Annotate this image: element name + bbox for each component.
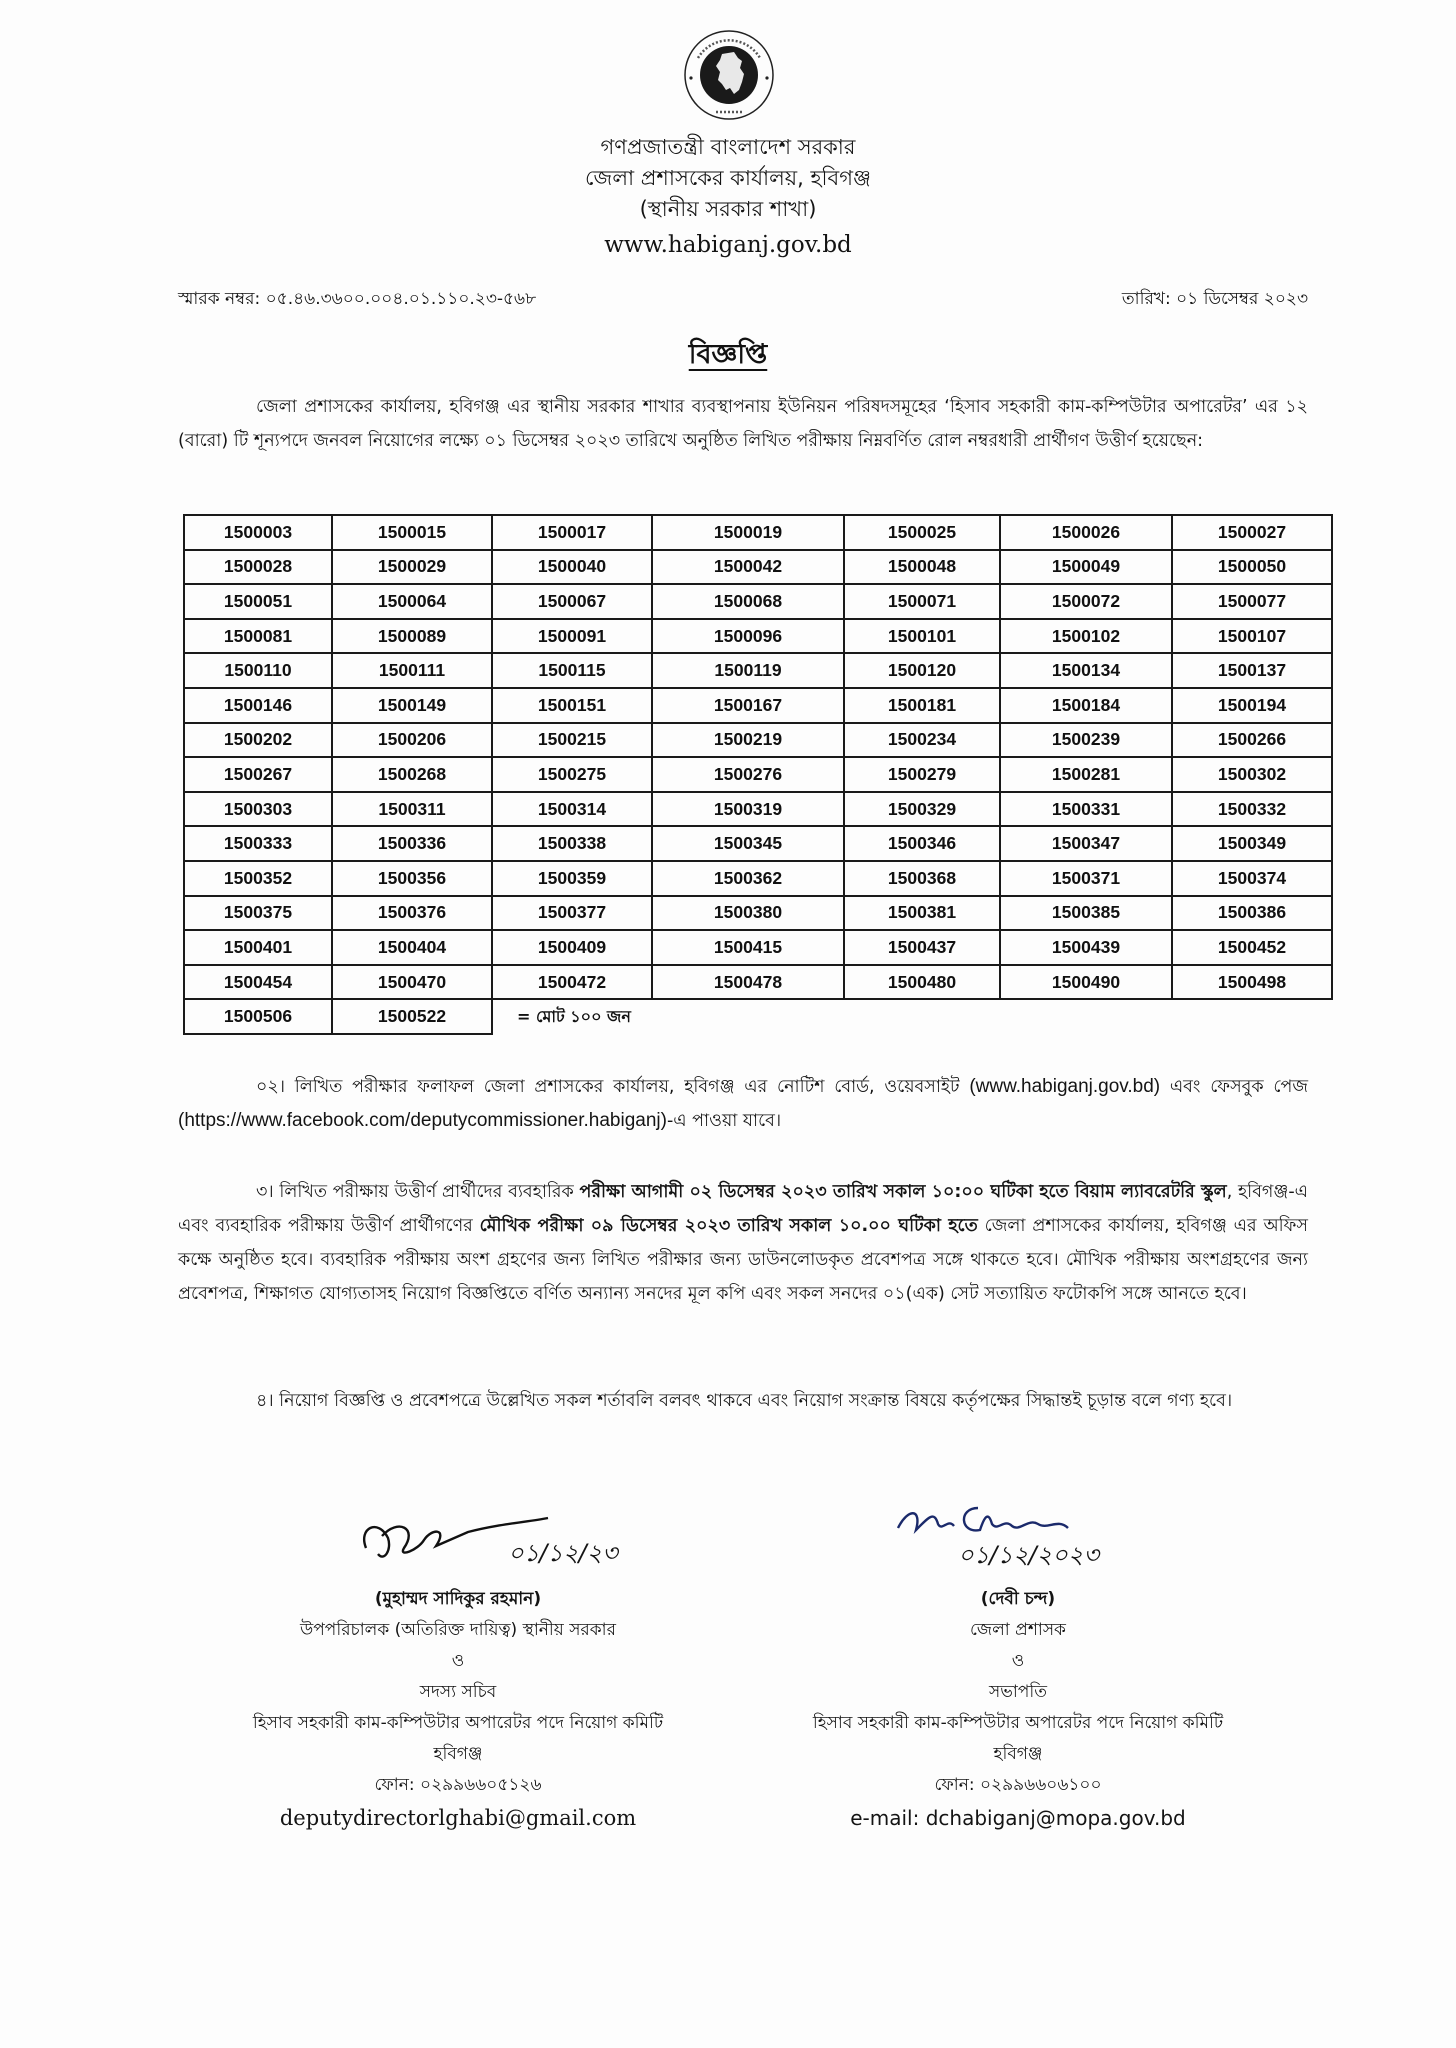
roll-number-cell: 1500151 (492, 688, 652, 723)
roll-number-cell: 1500077 (1172, 584, 1332, 619)
roll-number-cell: 1500048 (844, 550, 1000, 585)
roll-number-cell: 1500101 (844, 619, 1000, 654)
p4-text: ৪। নিয়োগ বিজ্ঞপ্তি ও প্রবেশপত্রে উল্লেখিত সকল শর্তাবলি বলবৎ থাকবে এবং নিয়োগ সংক্রান্ত বিষয়ে কর্তৃপক্ষের সিদ্ধান্তই চূড়ান্ত বলে গণ্য হবে। (256, 1391, 1233, 1411)
roll-number-cell: 1500146 (184, 688, 332, 723)
roll-number-cell: 1500239 (1000, 723, 1172, 758)
signatory-chairman (738, 1488, 1298, 1835)
roll-number-cell: 1500276 (652, 757, 844, 792)
signatory-role: সভাপতি (989, 1682, 1047, 1702)
table-row (184, 653, 1332, 688)
p2-suffix: -এ পাওয়া যাবে। (666, 1111, 782, 1131)
roll-number-cell: 1500050 (1172, 550, 1332, 585)
roll-number-cell: 1500415 (652, 930, 844, 965)
p2-website-link[interactable]: (www.habiganj.gov.bd) (969, 1076, 1161, 1097)
roll-number-cell: 1500375 (184, 896, 332, 931)
roll-number-cell: 1500111 (332, 653, 492, 688)
signatory-place: হবিগঞ্জ (993, 1744, 1043, 1764)
notice-title-text: বিজ্ঞপ্তি (688, 339, 768, 370)
roll-number-cell: 1500404 (332, 930, 492, 965)
roll-number-cell: 1500115 (492, 653, 652, 688)
roll-number-cell: 1500374 (1172, 861, 1332, 896)
roll-number-cell: 1500345 (652, 826, 844, 861)
signatory-title: উপপরিচালক (অতিরিক্ত দায়িত্ব) স্থানীয় সরকার (300, 1620, 616, 1640)
signatory-committee: হিসাব সহকারী কাম-কম্পিউটার অপারেটর পদে নিয়োগ কমিটি (252, 1713, 664, 1733)
roll-number-cell: 1500025 (844, 515, 1000, 550)
p2-facebook-link[interactable]: (https://www.facebook.com/deputycommissioner.habiganj) (178, 1110, 667, 1131)
roll-number-cell: 1500347 (1000, 826, 1172, 861)
table-row (184, 619, 1332, 654)
handwritten-signature-icon (738, 1488, 1298, 1584)
roll-number-cell: 1500029 (332, 550, 492, 585)
roll-number-cell: 1500319 (652, 792, 844, 827)
table-row (184, 550, 1332, 585)
paragraph-3 (178, 1175, 1308, 1311)
signatory-email[interactable]: deputydirectorlghabi@gmail.com (279, 1806, 637, 1830)
roll-number-cell: 1500181 (844, 688, 1000, 723)
p2-mid: এবং ফেসবুক পেজ (1160, 1077, 1308, 1097)
roll-number-cell: 1500194 (1172, 688, 1332, 723)
roll-number-cell: 1500091 (492, 619, 652, 654)
memo-date: তারিখ: ০১ ডিসেম্বর ২০২৩ (1121, 289, 1308, 309)
roll-number-cell: 1500381 (844, 896, 1000, 931)
roll-number-cell: 1500102 (1000, 619, 1172, 654)
roll-number-cell: 1500506 (184, 999, 332, 1034)
roll-number-cell: 1500027 (1172, 515, 1332, 550)
roll-number-cell: 1500329 (844, 792, 1000, 827)
signatory-committee: হিসাব সহকারী কাম-কম্পিউটার অপারেটর পদে নিয়োগ কমিটি (812, 1713, 1224, 1733)
roll-number-cell: 1500356 (332, 861, 492, 896)
signatory-conjunction: ও (451, 1651, 465, 1671)
memo-number: স্মারক নম্বর: ০৫.৪৬.৩৬০০.০০৪.০১.১১০.২৩-৫৬৮ (178, 289, 537, 309)
roll-number-cell: 1500311 (332, 792, 492, 827)
roll-number-cell: 1500040 (492, 550, 652, 585)
roll-number-cell: 1500303 (184, 792, 332, 827)
roll-number-cell: 1500042 (652, 550, 844, 585)
roll-number-cell: 1500439 (1000, 930, 1172, 965)
roll-number-cell: 1500234 (844, 723, 1000, 758)
roll-number-cell: 1500267 (184, 757, 332, 792)
roll-number-cell: 1500359 (492, 861, 652, 896)
roll-number-cell: 1500338 (492, 826, 652, 861)
roll-table-body (184, 515, 1332, 1034)
roll-number-cell: 1500026 (1000, 515, 1172, 550)
roll-number-cell: 1500349 (1172, 826, 1332, 861)
roll-number-cell: 1500409 (492, 930, 652, 965)
table-row (184, 515, 1332, 550)
p3-a: ৩। লিখিত পরীক্ষায় উত্তীর্ণ প্রার্থীদের ব্যবহারিক (256, 1182, 580, 1202)
roll-number-cell: 1500051 (184, 584, 332, 619)
signatory-title: জেলা প্রশাসক (970, 1620, 1066, 1640)
roll-number-cell: 1500437 (844, 930, 1000, 965)
signatory-member-secretary (178, 1488, 738, 1835)
table-row-last (184, 999, 1332, 1034)
table-row (184, 930, 1332, 965)
roll-number-cell: 1500490 (1000, 965, 1172, 1000)
roll-number-cell: 1500137 (1172, 653, 1332, 688)
roll-number-cell: 1500081 (184, 619, 332, 654)
empty-cell (1172, 999, 1332, 1034)
p3-e: জেলা প্রশাসকের কার্যালয়, হবিগঞ্জ এর অফিস কক্ষে অনুষ্ঠিত হবে। ব্যবহারিক পরীক্ষায় অংশ গ্রহণের জন্য লিখিত পরীক্ষার জন্য ডাউনলোডকৃত প্রবেশপত্র সঙ্গে থাকতে হবে। মৌখিক পরীক্ষায় অংশগ্রহণের জন্য প্রবেশপত্র, শিক্ষাগত যোগ্যতাসহ নিয়োগ বিজ্ঞপ্তিতে বর্ণিত অন্যান্য সনদের মূল কপি এবং সকল সনদের ০১(এক) সেট সত্যায়িত ফটোকপি সঙ্গে আনতে হবে। (178, 1216, 1308, 1304)
signed-date-right: ০১/১২/২০২৩ (958, 1541, 1099, 1569)
roll-number-cell: 1500480 (844, 965, 1000, 1000)
roll-number-cell: 1500331 (1000, 792, 1172, 827)
office-name: জেলা প্রশাসকের কার্যালয়, হবিগঞ্জ (585, 166, 871, 190)
roll-number-cell: 1500134 (1000, 653, 1172, 688)
roll-number-cell: 1500470 (332, 965, 492, 1000)
roll-number-cell: 1500346 (844, 826, 1000, 861)
roll-number-cell: 1500202 (184, 723, 332, 758)
roll-number-cell: 1500268 (332, 757, 492, 792)
table-row (184, 896, 1332, 931)
notice-title (0, 334, 1456, 379)
signatory-name: (দেবী চন্দ) (980, 1589, 1056, 1609)
empty-cell (1000, 999, 1172, 1034)
roll-number-cell: 1500302 (1172, 757, 1332, 792)
table-row (184, 688, 1332, 723)
roll-number-cell: 1500003 (184, 515, 332, 550)
roll-number-cell: 1500401 (184, 930, 332, 965)
table-row (184, 826, 1332, 861)
paragraph-2 (178, 1070, 1308, 1138)
signed-date-left: ০১/১২/২৩ (508, 1539, 618, 1567)
roll-number-cell: 1500522 (332, 999, 492, 1034)
roll-number-cell: 1500072 (1000, 584, 1172, 619)
table-row (184, 861, 1332, 896)
signatory-phone: ফোন: ০২৯৯৬৬০৬১০০ (934, 1775, 1102, 1795)
table-row (184, 584, 1332, 619)
table-row (184, 757, 1332, 792)
roll-number-cell: 1500071 (844, 584, 1000, 619)
p3-viva-schedule: মৌখিক পরীক্ষা ০৯ ডিসেম্বর ২০২৩ তারিখ সকাল ১০.০০ ঘটিকা হতে (479, 1216, 978, 1236)
roll-number-cell: 1500380 (652, 896, 844, 931)
roll-number-cell: 1500167 (652, 688, 844, 723)
roll-number-cell: 1500019 (652, 515, 844, 550)
roll-number-cell: 1500472 (492, 965, 652, 1000)
signatory-email[interactable]: e-mail: dchabiganj@mopa.gov.bd (850, 1806, 1186, 1830)
roll-number-cell: 1500120 (844, 653, 1000, 688)
signatory-name: (মুহাম্মদ সাদিকুর রহমান) (374, 1589, 542, 1609)
roll-number-cell: 1500281 (1000, 757, 1172, 792)
roll-number-cell: 1500184 (1000, 688, 1172, 723)
roll-number-cell: 1500149 (332, 688, 492, 723)
roll-number-cell: 1500206 (332, 723, 492, 758)
roll-number-cell: 1500064 (332, 584, 492, 619)
roll-number-cell: 1500015 (332, 515, 492, 550)
branch-name: (স্থানীয় সরকার শাখা) (639, 197, 817, 221)
roll-number-cell: 1500119 (652, 653, 844, 688)
p3-practical-exam-schedule: পরীক্ষা আগামী ০২ ডিসেম্বর ২০২৩ তারিখ সকাল ১০:০০ ঘটিকা হতে বিয়াম ল্যাবরেটরি স্কুল (579, 1182, 1227, 1202)
roll-number-cell: 1500275 (492, 757, 652, 792)
roll-number-cell: 1500386 (1172, 896, 1332, 931)
roll-number-cell: 1500478 (652, 965, 844, 1000)
roll-number-cell: 1500498 (1172, 965, 1332, 1000)
table-row (184, 723, 1332, 758)
roll-number-cell: 1500362 (652, 861, 844, 896)
intro-paragraph (178, 390, 1308, 458)
roll-number-cell: 1500028 (184, 550, 332, 585)
table-row (184, 965, 1332, 1000)
memo-row (178, 286, 1308, 316)
roll-number-cell: 1500215 (492, 723, 652, 758)
signatory-conjunction: ও (1011, 1651, 1025, 1671)
intro-text: জেলা প্রশাসকের কার্যালয়, হবিগঞ্জ এর স্থানীয় সরকার শাখার ব্যবস্থাপনায় ইউনিয়ন পরিষদসমূহের ‘হিসাব সহকারী কাম-কম্পিউটার অপারেটর’ এর ১২ (বারো) টি শূন্যপদে জনবল নিয়োগের লক্ষ্যে ০১ ডিসেম্বর ২০২৩ তারিখে অনুষ্ঠিত লিখিত পরীক্ষায় নিম্নবর্ণিত রোল নম্বরধারী প্রার্থীগণ উত্তীর্ণ হয়েছেন: (178, 397, 1308, 451)
roll-number-cell: 1500368 (844, 861, 1000, 896)
roll-number-cell: 1500454 (184, 965, 332, 1000)
roll-number-cell: 1500333 (184, 826, 332, 861)
office-website[interactable]: www.habiganj.gov.bd (604, 232, 852, 258)
total-count-label: = মোট ১০০ জন (517, 1006, 631, 1026)
roll-number-cell: 1500376 (332, 896, 492, 931)
signatory-place: হবিগঞ্জ (433, 1744, 483, 1764)
government-seal-icon (682, 28, 776, 122)
roll-number-cell: 1500314 (492, 792, 652, 827)
roll-number-cell: 1500219 (652, 723, 844, 758)
paragraph-4 (178, 1384, 1308, 1418)
p2-prefix: ০২। লিখিত পরীক্ষার ফলাফল জেলা প্রশাসকের কার্যালয়, হবিগঞ্জ এর নোটিশ বোর্ড, ওয়েবসাইট (256, 1077, 970, 1097)
signatory-phone: ফোন: ০২৯৯৬৬০৫১২৬ (374, 1775, 542, 1795)
roll-number-cell: 1500068 (652, 584, 844, 619)
roll-number-cell: 1500279 (844, 757, 1000, 792)
govt-name: গণপ্রজাতন্ত্রী বাংলাদেশ সরকার (600, 135, 856, 159)
table-row (184, 792, 1332, 827)
signatory-role: সদস্য সচিব (419, 1682, 497, 1702)
roll-number-cell: 1500332 (1172, 792, 1332, 827)
roll-number-cell: 1500067 (492, 584, 652, 619)
roll-number-table (183, 514, 1333, 1035)
roll-number-cell: 1500096 (652, 619, 844, 654)
roll-number-cell: 1500385 (1000, 896, 1172, 931)
roll-number-cell: 1500377 (492, 896, 652, 931)
roll-number-cell: 1500110 (184, 653, 332, 688)
roll-number-cell: 1500107 (1172, 619, 1332, 654)
roll-number-cell: 1500452 (1172, 930, 1332, 965)
roll-number-cell: 1500352 (184, 861, 332, 896)
roll-number-cell: 1500017 (492, 515, 652, 550)
handwritten-signature-icon (178, 1488, 738, 1584)
roll-number-cell: 1500336 (332, 826, 492, 861)
roll-number-cell: 1500089 (332, 619, 492, 654)
roll-number-cell: 1500371 (1000, 861, 1172, 896)
p3-c: , হবিগঞ্জ-এ এবং ব্যবহারিক পরীক্ষায় উত্তীর্ণ প্রার্থীগণের (178, 1182, 1308, 1236)
empty-cell (844, 999, 1000, 1034)
roll-number-cell: 1500266 (1172, 723, 1332, 758)
letterhead (0, 132, 1456, 263)
roll-number-cell: 1500049 (1000, 550, 1172, 585)
